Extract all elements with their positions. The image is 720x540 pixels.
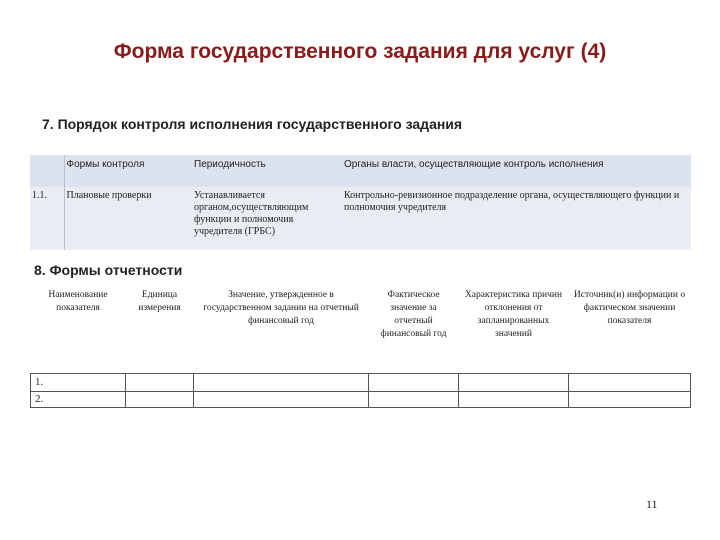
table-row bbox=[31, 392, 691, 408]
row-number: 1. bbox=[31, 374, 126, 392]
empty-cell bbox=[194, 374, 369, 392]
header-approved-value: Значение, утвержденное в государственном задании на отчетный финансовый год bbox=[203, 290, 359, 326]
control-table bbox=[30, 155, 691, 250]
header-form-of-control: Формы контроля bbox=[64, 155, 192, 187]
empty-cell bbox=[569, 374, 691, 392]
section-8-heading: 8. Формы отчетности bbox=[34, 262, 183, 278]
header-num-cell bbox=[30, 155, 64, 187]
row-number: 2. bbox=[31, 392, 126, 408]
row-number: 1.1. bbox=[30, 187, 64, 250]
header-periodicity: Периодичность bbox=[192, 155, 342, 187]
header-authorities: Органы власти, осуществляющие контроль исполнения bbox=[342, 155, 691, 187]
row-form-of-control: Плановые проверки bbox=[64, 187, 192, 250]
row-authority: Контрольно-ревизионное подразделение органа, осуществляющего функции и полномочия учредителя bbox=[342, 187, 691, 250]
section-7-heading: 7. Порядок контроля исполнения государственного задания bbox=[42, 116, 463, 132]
empty-cell bbox=[459, 392, 569, 408]
empty-cell bbox=[369, 374, 459, 392]
page-number: 11 bbox=[646, 497, 658, 511]
header-deviation-reasons: Характеристика причин отклонения от запланированных значений bbox=[464, 290, 563, 339]
empty-cell bbox=[459, 374, 569, 392]
empty-cell bbox=[126, 392, 194, 408]
header-actual-value: Фактическое значение за отчетный финансовый год bbox=[380, 290, 447, 339]
reporting-table bbox=[30, 287, 691, 408]
row-periodicity: Устанавливается органом,осуществляющим функции и полномочия учредителя (ГРБС) bbox=[192, 187, 342, 250]
table-row bbox=[30, 187, 691, 250]
empty-cell bbox=[569, 392, 691, 408]
empty-cell bbox=[369, 392, 459, 408]
header-indicator-name: Наименование показателя bbox=[48, 290, 108, 313]
slide-title: Форма государственного задания для услуг (4) bbox=[113, 40, 607, 63]
reporting-table-header bbox=[31, 287, 691, 374]
header-unit: Единица измерения bbox=[138, 290, 181, 313]
header-info-sources: Источник(и) информации о фактическом значении показателя bbox=[573, 290, 686, 326]
table-row bbox=[31, 374, 691, 392]
empty-cell bbox=[194, 392, 369, 408]
empty-cell bbox=[126, 374, 194, 392]
control-table-header bbox=[30, 155, 691, 187]
